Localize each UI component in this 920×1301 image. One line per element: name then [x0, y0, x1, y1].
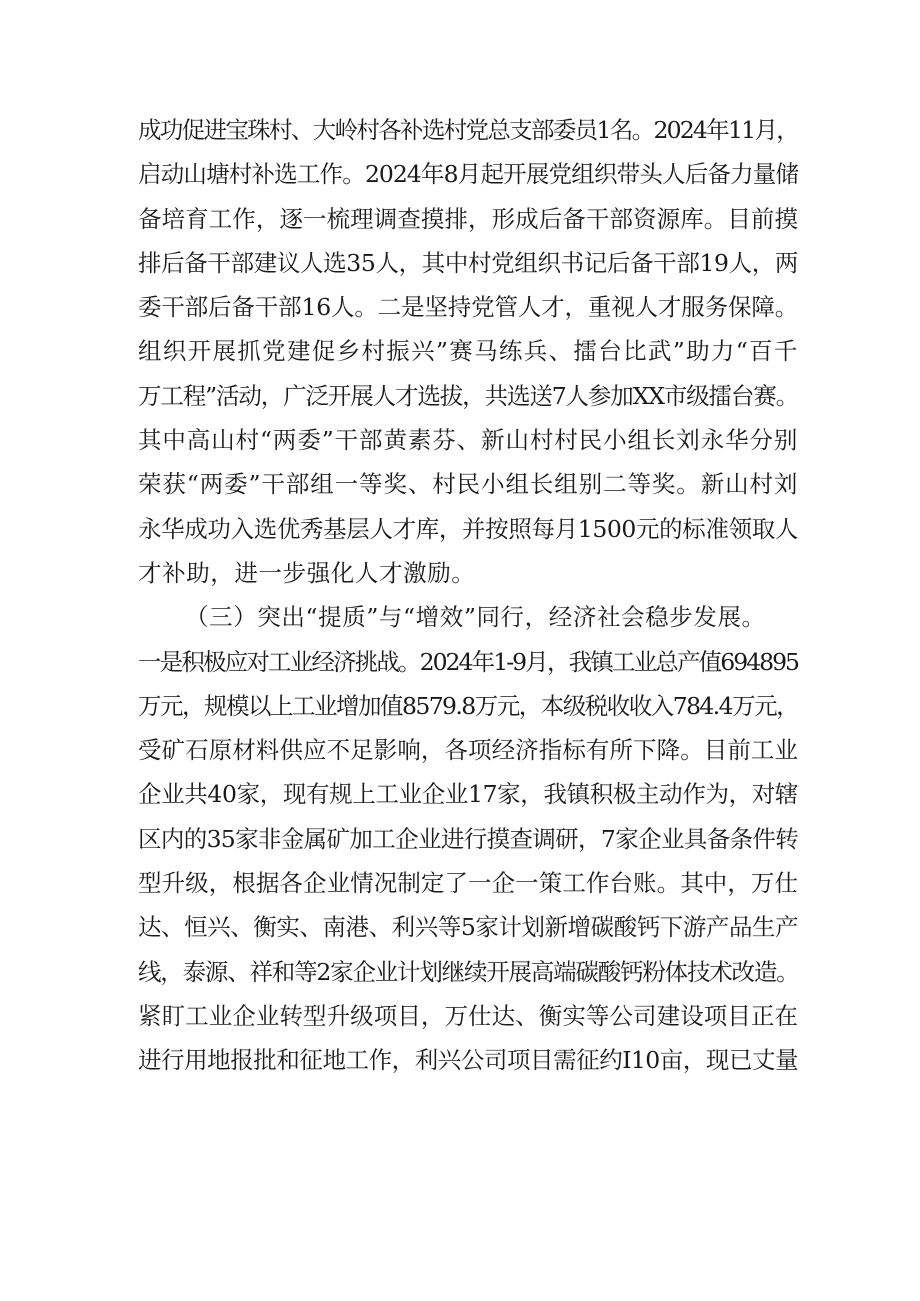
text-line: 组织开展抓党建促乡村振兴”赛马练兵、擂台比武”助力“百千 [138, 337, 798, 366]
text-line: 成功促进宝珠村、大岭村各补选村党总支部委员1名。2024年11月， [138, 116, 798, 144]
text-line: 排后备干部建议人选35人，其中村党组织书记后备干部19人，两 [138, 248, 798, 277]
text-line: 型升级，根据各企业情况制定了一企一策工作台账。其中，万仕 [138, 869, 798, 898]
text-line: 荣获“两委”干部组一等奖、村民小组长组别二等奖。新山村刘 [138, 470, 798, 499]
text-line: 受矿石原材料供应不足影响，各项经济指标有所下降。目前工业 [138, 736, 798, 765]
text-line: 进行用地报批和征地工作，利兴公司项目需征约I10亩，现已丈量 [138, 1046, 798, 1075]
text-line: 达、恒兴、衡实、南港、利兴等5家计划新增碳酸钙下游产品生产 [138, 913, 798, 942]
section-heading: （三）突出“提质”与“增效”同行，经济社会稳步发展。 [185, 603, 766, 632]
text-line: 一是积极应对工业经济挑战。2024年1-9月，我镇工业总产值694895 [138, 647, 798, 676]
text-line: 线，泰源、祥和等2家企业计划继续开展高端碳酸钙粉体技术改造。 [138, 957, 799, 986]
document-body [138, 108, 798, 1083]
text-line: 备培育工作，逐一梳理调查摸排，形成后备干部资源库。目前摸 [138, 204, 798, 233]
text-line: 才补助，进一步强化人才激励。 [138, 558, 476, 587]
text-line: 其中高山村“两委”干部黄素芬、新山村村民小组长刘永华分别 [138, 426, 798, 455]
text-line: 永华成功入选优秀基层人才库，并按照每月1500元的标准领取人 [138, 514, 798, 543]
text-line: 紧盯工业企业转型升级项目，万仕达、衡实等公司建设项目正在 [138, 1001, 798, 1030]
text-line: 委干部后备干部16人。二是坚持党管人才，重视人才服务保障。 [138, 293, 798, 322]
text-line: 启动山塘村补选工作。2024年8月起开展党组织带头人后备力量储 [138, 160, 798, 189]
text-line: 企业共40家，现有规上工业企业17家，我镇积极主动作为，对辖 [138, 780, 798, 809]
text-line: 万工程”活动，广泛开展人才选拔，共选送7人参加XX市级擂台赛。 [138, 381, 798, 410]
text-line: 万元，规模以上工业增加值8579.8万元，本级税收收入784.4万元， [138, 691, 798, 720]
text-line: 区内的35家非金属矿加工企业进行摸查调研，7家企业具备条件转 [138, 824, 798, 853]
